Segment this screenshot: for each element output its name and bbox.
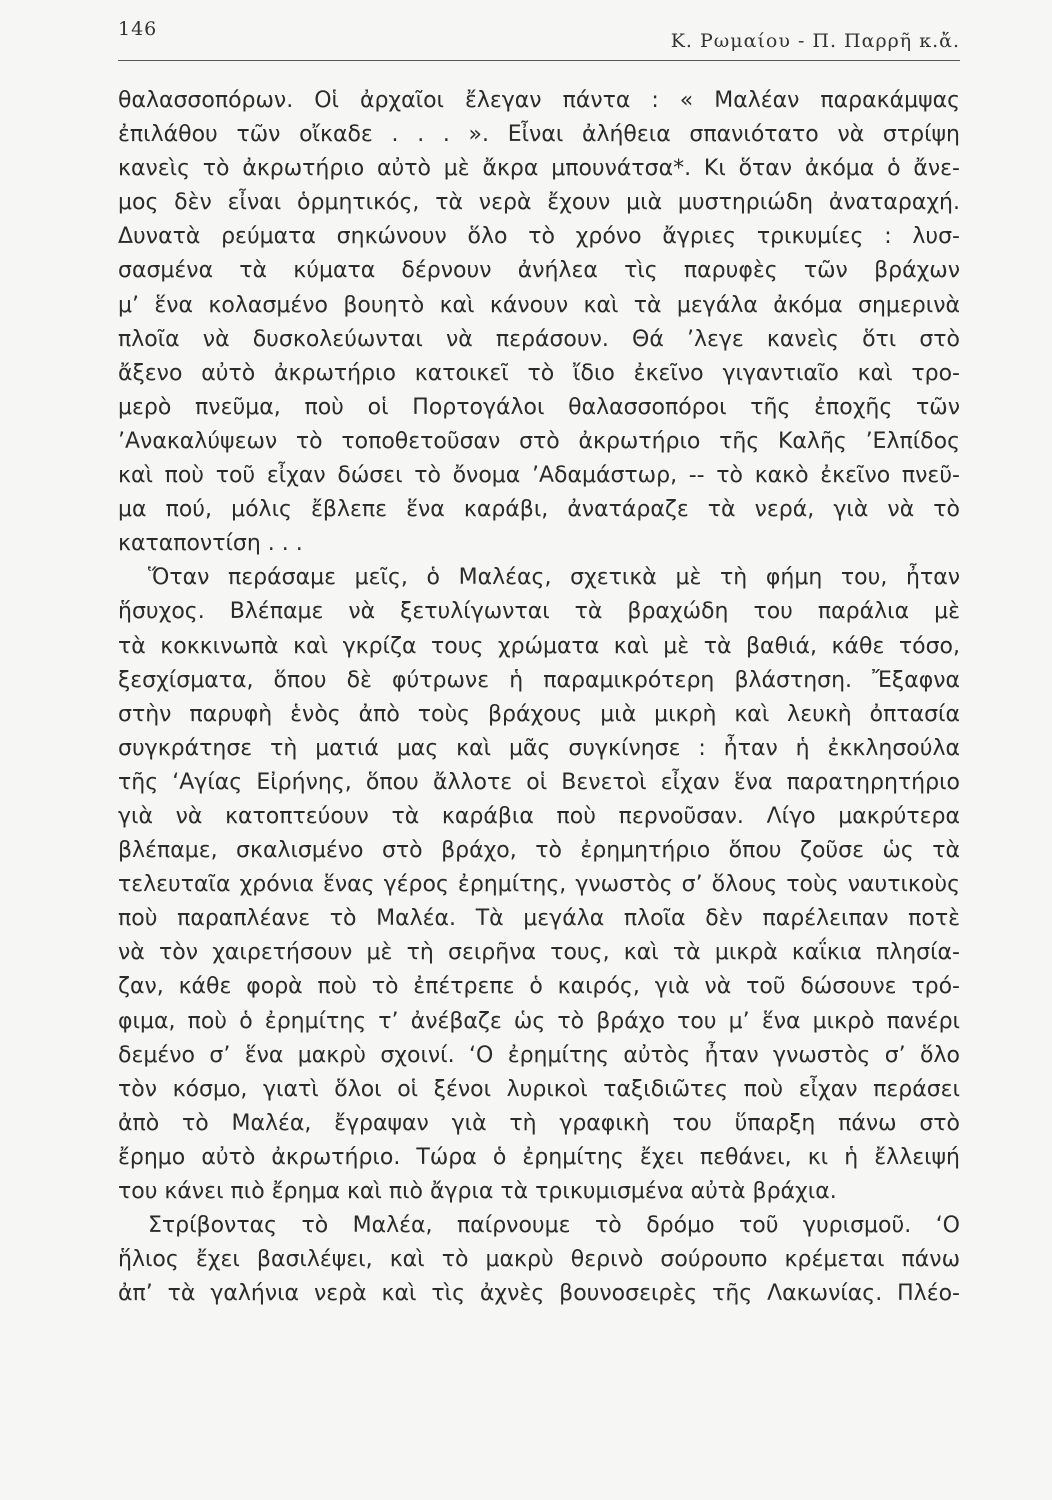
text-line: μ’ ἕνα κολασμένο βουητὸ καὶ κάνουν καὶ τὰ μεγάλα ἀκόμα σημερινὰ	[118, 292, 960, 318]
text-line: ποὺ παραπλέανε τὸ Μαλέα. Τὰ μεγάλα πλοῖα δὲν παρέλειπαν ποτὲ	[118, 906, 960, 932]
text-line: γιὰ νὰ κατοπτεύουν τὰ καράβια ποὺ περνοῦσαν. Λίγο μακρύτερα	[118, 803, 960, 829]
text-line: τελευταῖα χρόνια ἕνας γέρος ἐρημίτης, γνωστὸς σ’ ὅλους τοὺς ναυτικοὺς	[118, 872, 960, 898]
body-text	[118, 84, 960, 1311]
text-line: Ὅταν περάσαμε μεῖς, ὁ Μαλέας, σχετικὰ μὲ τὴ φήμη του, ἦταν	[148, 565, 960, 591]
text-line: Στρίβοντας τὸ Μαλέα, παίρνουμε τὸ δρόμο τοῦ γυρισμοῦ. ‘Ο	[148, 1213, 960, 1239]
text-line: ἔρημο αὐτὸ ἀκρωτήριο. Τώρα ὁ ἐρημίτης ἔχει πεθάνει, κι ἡ ἔλλειψή	[118, 1144, 960, 1170]
text-line: ξεσχίσματα, ὅπου δὲ φύτρωνε ἡ παραμικρότερη βλάστηση. Ἔξαφνα	[118, 667, 960, 693]
page-header	[118, 18, 960, 58]
text-line: ἀπὸ τὸ Μαλέα, ἔγραψαν γιὰ τὴ γραφικὴ του ὕπαρξη πάνω στὸ	[118, 1110, 960, 1136]
text-line: Δυνατὰ ρεύματα σηκώνουν ὅλο τὸ χρόνο ἄγριες τρικυμίες : λυσ-	[118, 224, 960, 250]
text-line: πλοῖα νὰ δυσκολεύωνται νὰ περάσουν. Θά ’λεγε κανεὶς ὅτι στὸ	[118, 326, 960, 352]
text-line: τὰ κοκκινωπὰ καὶ γκρίζα τους χρώματα καὶ μὲ τὰ βαθιά, κάθε τόσο,	[118, 633, 960, 659]
text-line: τῆς ‘Αγίας Εἰρήνης, ὅπου ἄλλοτε οἱ Βενετοὶ εἶχαν ἕνα παρατηρητήριο	[118, 769, 960, 795]
running-head: Κ. Ρωμαίου - Π. Παρρῆ κ.ἄ.	[670, 30, 960, 52]
text-line: ζαν, κάθε φορὰ ποὺ τὸ ἐπέτρεπε ὁ καιρός, γιὰ νὰ τοῦ δώσουνε τρό-	[118, 974, 960, 1000]
text-line: ’Ανακαλύψεων τὸ τοποθετοῦσαν στὸ ἀκρωτήριο τῆς Καλῆς ’Ελπίδος	[118, 428, 960, 454]
text-line: ἥλιος ἔχει βασιλέψει, καὶ τὸ μακρὺ θερινὸ σούρουπο κρέμεται πάνω	[118, 1247, 960, 1273]
text-line: ἥσυχος. Βλέπαμε νὰ ξετυλίγωνται τὰ βραχώδη του παράλια μὲ	[118, 599, 960, 625]
text-line: νὰ τὸν χαιρετήσουν μὲ τὴ σειρῆνα τους, καὶ τὰ μικρὰ καΐκια πλησία-	[118, 940, 960, 966]
text-line: τὸν κόσμο, γιατὶ ὅλοι οἱ ξένοι λυρικοὶ ταξιδιῶτες ποὺ εἶχαν περάσει	[118, 1076, 960, 1102]
text-line: βλέπαμε, σκαλισμένο στὸ βράχο, τὸ ἐρημητήριο ὅπου ζοῦσε ὡς τὰ	[118, 838, 960, 864]
text-line: συγκράτησε τὴ ματιά μας καὶ μᾶς συγκίνησε : ἦταν ἡ ἐκκλησούλα	[118, 735, 960, 761]
text-line: μα πού, μόλις ἔβλεπε ἕνα καράβι, ἀνατάραζε τὰ νερά, γιὰ νὰ τὸ	[118, 497, 960, 523]
text-line: ἐπιλάθου τῶν οἴκαδε . . . ». Εἶναι ἀλήθεια σπανιότατο νὰ στρίψη	[118, 122, 960, 148]
text-line: σασμένα τὰ κύματα δέρνουν ἀνήλεα τὶς παρυφὲς τῶν βράχων	[118, 258, 960, 284]
text-line: του κάνει πιὸ ἔρημα καὶ πιὸ ἄγρια τὰ τρικυμισμένα αὐτὰ βράχια.	[118, 1179, 837, 1204]
text-line: ἄξενο αὐτὸ ἀκρωτήριο κατοικεῖ τὸ ἴδιο ἐκεῖνο γιγαντιαῖο καὶ τρο-	[118, 360, 960, 386]
text-line: μερὸ πνεῦμα, ποὺ οἱ Πορτογάλοι θαλασσοπόροι τῆς ἐποχῆς τῶν	[118, 394, 960, 420]
text-line: ἀπ’ τὰ γαλήνια νερὰ καὶ τὶς ἀχνὲς βουνοσειρὲς τῆς Λακωνίας. Πλέο-	[118, 1281, 960, 1307]
text-line: καὶ ποὺ τοῦ εἶχαν δώσει τὸ ὄνομα ’Αδαμάστωρ, -- τὸ κακὸ ἐκεῖνο πνεῦ-	[118, 463, 960, 489]
text-line: θαλασσοπόρων. Οἱ ἀρχαῖοι ἔλεγαν πάντα : « Μαλέαν παρακάμψας	[118, 88, 960, 113]
text-line: στὴν παρυφὴ ἑνὸς ἀπὸ τοὺς βράχους μιὰ μικρὴ καὶ λευκὴ ὀπτασία	[118, 701, 960, 727]
text-line: μος δὲν εἶναι ὁρμητικός, τὰ νερὰ ἔχουν μιὰ μυστηριώδη ἀναταραχή.	[118, 190, 960, 216]
page-number: 146	[118, 18, 158, 40]
text-line: κανεὶς τὸ ἀκρωτήριο αὐτὸ μὲ ἄκρα μπουνάτσα*. Κι ὅταν ἀκόμα ὁ ἄνε-	[118, 156, 960, 182]
text-line: φιμα, ποὺ ὁ ἐρημίτης τ’ ἀνέβαζε ὡς τὸ βράχο του μ’ ἕνα μικρὸ πανέρι	[118, 1008, 960, 1034]
text-line: καταποντίση . . .	[118, 531, 303, 557]
text-line: δεμένο σ’ ἕνα μακρὺ σχοινί. ‘Ο ἐρημίτης αὐτὸς ἦταν γνωστὸς σ’ ὅλο	[118, 1042, 960, 1068]
header-rule	[118, 60, 960, 61]
